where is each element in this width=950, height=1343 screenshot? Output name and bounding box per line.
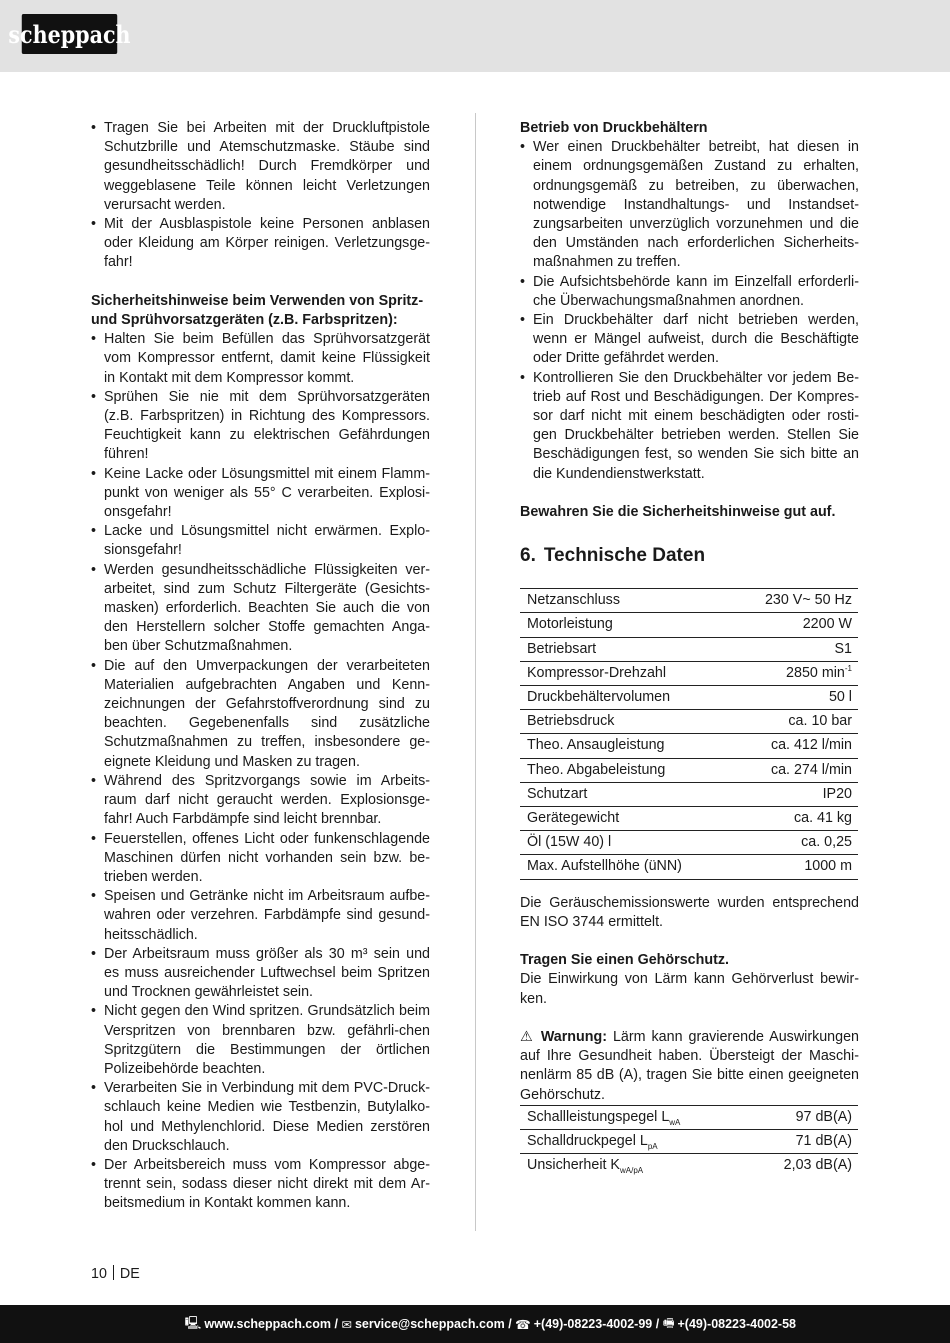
- spec-value: ca. 10 bar: [732, 710, 858, 734]
- list-item: • Während des Spritzvorgangs sowie im Arbeits-raum darf nicht geraucht werden. Explosionsge-fahr! Auch Farbdämpfe sind leicht brennbar.: [91, 772, 430, 830]
- computer-icon: 🖳: [184, 1315, 202, 1330]
- section-title-text: Technische Daten: [543, 545, 706, 567]
- table-row: [520, 637, 858, 661]
- list-item: • Tragen Sie bei Arbeiten mit der Druckluftpistole Schutzbrille und Atemschutzmaske. Stäube sind gesundheitsschädlich! Durch Fremdkörper und weggeblasene Teile können leicht Verletzungen verursacht werden.: [91, 119, 430, 215]
- table-row: [520, 661, 858, 685]
- spec-label: Gerätegewicht: [520, 807, 732, 831]
- footer-phone: +(49)-08223-4002-99: [533, 1317, 653, 1331]
- page-number-separator: [113, 1265, 114, 1280]
- intro-list: [91, 119, 430, 273]
- spec-value: 2200 W: [732, 613, 858, 637]
- warning-icon: ⚠: [520, 1029, 535, 1046]
- spec-label: Betriebsart: [520, 637, 732, 661]
- spec-label: Betriebsdruck: [520, 710, 732, 734]
- list-item: • Sprühen Sie nie mit dem Sprühvorsatzgeräten (z.B. Farbspritzen) in Richtung des Kompressors. Feuchtigkeit kann zu elektrischen Gefährdungen führen!: [91, 388, 430, 465]
- footer-email[interactable]: service@scheppach.com: [354, 1317, 505, 1331]
- pressure-list: [520, 138, 859, 484]
- footer-separator: /: [655, 1317, 660, 1331]
- noise-table: [520, 1105, 858, 1178]
- table-row: [520, 1130, 858, 1154]
- left-column: [91, 119, 430, 1214]
- table-row: [520, 1154, 858, 1178]
- list-item: • Speisen und Getränke nicht im Arbeitsraum aufbe-wahren oder verzehren. Farbdämpfe sind gesund-heitsschädlich.: [91, 887, 430, 945]
- list-item: • Verarbeiten Sie in Verbindung mit dem PVC-Druck-schlauch keine Medien wie Testbenzin, Butylalko-hol und Methylenchlorid. Diese Medien zerstören den Druckschlauch.: [91, 1079, 430, 1156]
- spec-label: Theo. Ansaugleistung: [520, 734, 732, 758]
- warning-text: Lärm kann gravierende Auswirkungen auf Ihre Gesundheit haben. Übersteigt der Maschi-nenlärm 85 dB (A), tragen Sie bitte einen geeigneten Gehörschutz.: [520, 1029, 859, 1103]
- page-number: [91, 1265, 140, 1282]
- page-language: DE: [119, 1266, 140, 1282]
- noise-value: 71 dB(A): [747, 1130, 858, 1154]
- noise-label-subscript: pA: [647, 1141, 658, 1151]
- keep-notice: Bewahren Sie die Sicherheitshinweise gut auf.: [520, 504, 836, 521]
- table-row: [520, 686, 858, 710]
- spec-value: 230 V~ 50 Hz: [732, 589, 858, 613]
- envelope-icon: ✉: [341, 1317, 352, 1332]
- warning-label: Warnung:: [540, 1029, 607, 1046]
- noise-label-cell: [520, 1154, 747, 1178]
- noise-label-subscript: wA/pA: [619, 1166, 644, 1176]
- spec-value: 50 l: [732, 686, 858, 710]
- spec-table: [520, 588, 858, 879]
- spec-label: Druckbehältervolumen: [520, 686, 732, 710]
- spec-value: ca. 41 kg: [732, 807, 858, 831]
- spec-label: Schutzart: [520, 782, 732, 806]
- spec-value: ca. 274 l/min: [732, 758, 858, 782]
- spec-label: Netzanschluss: [520, 589, 732, 613]
- right-column: [520, 119, 859, 1178]
- spray-heading: Sicherheitshinweise beim Verwenden von Spritz- und Sprühvorsatzgeräten (z.B. Farbspritzen):: [91, 292, 424, 329]
- list-item: • Halten Sie beim Befüllen das Sprühvorsatzgerät vom Kompressor entfernt, damit keine Flüssigkeit in Kontakt mit dem Kompressor kommt.: [91, 330, 430, 388]
- table-row: [520, 855, 858, 879]
- table-row: [520, 710, 858, 734]
- column-divider: [475, 113, 476, 1231]
- noise-label: Schalldruckpegel L: [527, 1133, 648, 1150]
- spec-label: Kompressor-Drehzahl: [520, 661, 732, 685]
- table-row: [520, 734, 858, 758]
- spec-label: Öl (15W 40) l: [520, 831, 732, 855]
- spec-label: Theo. Abgabeleistung: [520, 758, 732, 782]
- spray-list: [91, 330, 430, 1213]
- section-number: 6.: [520, 545, 536, 567]
- table-row: [520, 807, 858, 831]
- list-item: • Nicht gegen den Wind spritzen. Grundsätzlich beim Verspritzen von brennbaren bzw. gefährli-chen Spritzgütern die Bestimmungen der örtlichen Polizeibehörde beachten.: [91, 1002, 430, 1079]
- hearing-text: Die Einwirkung von Lärm kann Gehörverlust bewir-ken.: [520, 971, 859, 1007]
- noise-value: 2,03 dB(A): [783, 1157, 852, 1174]
- table-row: [520, 613, 858, 637]
- noise-label-subscript: wA: [669, 1117, 681, 1127]
- scheppach-logo: scheppach: [22, 14, 117, 54]
- table-row: [520, 758, 858, 782]
- list-item: • Lacke und Lösungsmittel nicht erwärmen. Explo-sionsgefahr!: [91, 522, 430, 560]
- list-item: • Ein Druckbehälter darf nicht betrieben werden, wenn er Mängel aufweist, durch die Beschäftigte oder Dritte gefährdet werden.: [520, 311, 859, 369]
- list-item: • Feuerstellen, offenes Licht oder funkenschlagende Maschinen dürfen nicht vorhanden sein bzw. be-trieben werden.: [91, 830, 430, 888]
- footer-website[interactable]: www.scheppach.com: [204, 1317, 331, 1331]
- footer-separator: /: [334, 1317, 338, 1331]
- footer-separator: /: [508, 1317, 512, 1331]
- noise-label-cell: [520, 1105, 747, 1129]
- noise-label: Schallleistungspegel L: [527, 1108, 670, 1125]
- footer-fax: +(49)-08223-4002-58: [677, 1317, 796, 1331]
- list-item: • Wer einen Druckbehälter betreibt, hat diesen in einem ordnungsgemäßen Zustand zu erhalten, ordnungsgemäß zu betreiben, zu überwachen, notwendige Instandhaltungs- und Instandset-zungsarbeiten unverzüglich vorzunehmen und die den Umständen nach erforderlichen Sicherheits-maßnahmen zu treffen.: [520, 138, 859, 272]
- spec-label: Motorleistung: [520, 613, 732, 637]
- spec-value-cell: [732, 661, 858, 685]
- noise-intro: Die Geräuschemissionswerte wurden entsprechend EN ISO 3744 ermittelt.: [520, 894, 859, 930]
- spec-value: IP20: [732, 782, 858, 806]
- spec-value-superscript: -1: [844, 664, 852, 674]
- list-item: • Kontrollieren Sie den Druckbehälter vor jedem Be-trieb auf Rost und Beschädigungen. Der Kompres-sor darf nicht mit einem beschädigten oder rosti-gen Druckbehälter betrieben werden. Stellen Sie Beschädigungen fest, so wenden Sie sich bitte an die Kundendienstwerkstatt.: [520, 369, 859, 484]
- list-item: • Mit der Ausblaspistole keine Personen anblasen oder Kleidung am Körper reinigen. Verletzungsge-fahr!: [91, 215, 430, 273]
- footer-bar: [0, 1305, 950, 1343]
- spec-value: ca. 412 l/min: [732, 734, 858, 758]
- table-row: [520, 1105, 858, 1129]
- warning-paragraph: [520, 1028, 859, 1105]
- noise-label-cell: [520, 1130, 747, 1154]
- noise-label: Unsicherheit K: [527, 1157, 620, 1174]
- table-row: [520, 589, 858, 613]
- spec-label: Max. Aufstellhöhe (üNN): [520, 855, 732, 879]
- page-number-value: 10: [91, 1266, 107, 1282]
- spec-value: ca. 0,25: [732, 831, 858, 855]
- header-band: [0, 0, 950, 72]
- section-title: [520, 544, 859, 568]
- hearing-heading: Tragen Sie einen Gehörschutz.: [520, 952, 729, 969]
- noise-value: 97 dB(A): [747, 1105, 858, 1129]
- spec-value: 2850 min: [786, 664, 845, 681]
- table-row: [520, 782, 858, 806]
- list-item: • Die auf den Umverpackungen der verarbeiteten Materialien aufgebrachten Angaben und Kenn-zeichnungen der Gefahrstoffverordnung sind zu beachten. Gegebenenfalls sind zusätzliche Schutzmaßnahmen zu treffen, insbesondere ge-eignete Kleidung und Masken zu tragen.: [91, 657, 430, 772]
- table-row: [520, 831, 858, 855]
- list-item: • Die Aufsichtsbehörde kann im Einzelfall erforderli-che Überwachungsmaßnahmen anordnen.: [520, 273, 859, 311]
- list-item: • Keine Lacke oder Lösungsmittel mit einem Flamm-punkt von weniger als 55° C verarbeiten. Explosi-onsgefahr!: [91, 465, 430, 523]
- spec-value: S1: [732, 637, 858, 661]
- pressure-heading: Betrieb von Druckbehältern: [520, 120, 708, 136]
- list-item: • Der Arbeitsraum muss größer als 30 m³ sein und es muss ausreichender Luftwechsel beim Spritzen und Trocknen gewährleistet sein.: [91, 945, 430, 1003]
- telephone-icon: ☎: [515, 1317, 531, 1332]
- list-item: • Werden gesundheitsschädliche Flüssigkeiten ver-arbeitet, sind zum Schutz Filtergeräte (Gesichts-masken) erforderlich. Beachten Sie auch die von den Herstellern solcher Stoffe gemachten Anga-ben über Schutzmaßnahmen.: [91, 561, 430, 657]
- spec-value: 1000 m: [732, 855, 858, 879]
- fax-icon: 🖷: [662, 1315, 675, 1330]
- list-item: • Der Arbeitsbereich muss vom Kompressor abge-trennt sein, sodass dieser nicht direkt mit dem Ar-beitsmedium in Kontakt kommen kann.: [91, 1156, 430, 1214]
